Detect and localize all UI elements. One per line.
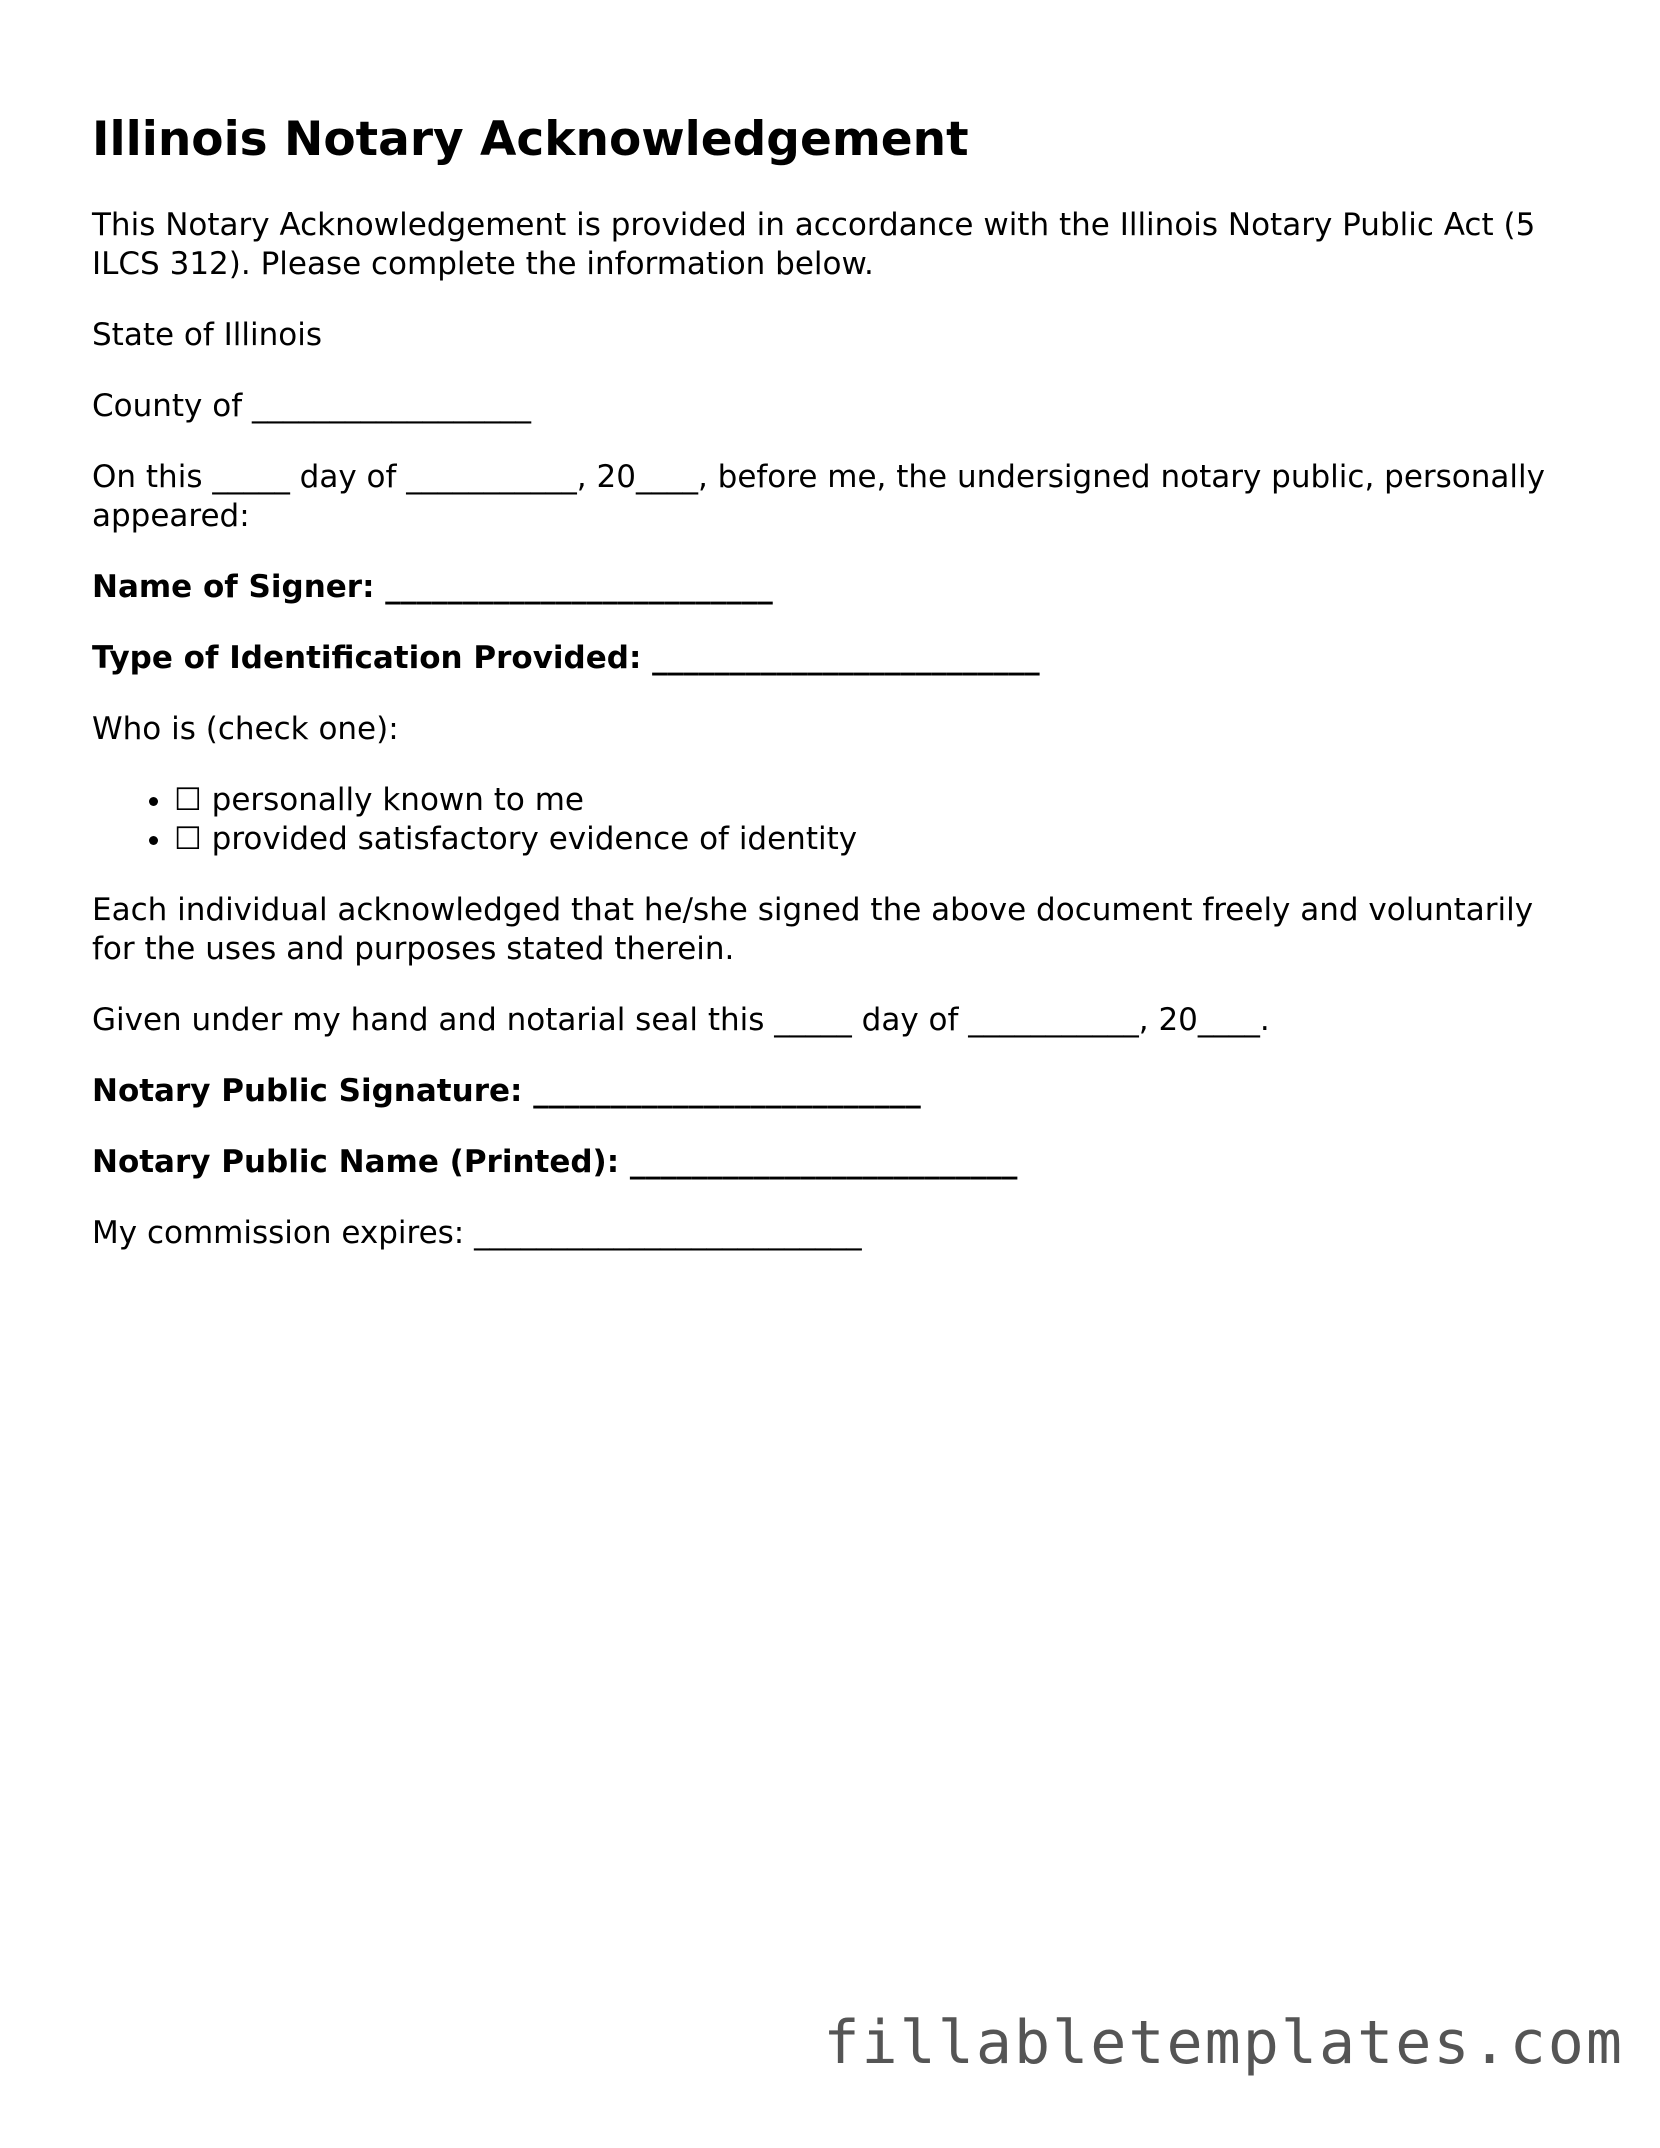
option-label: provided satisfactory evidence of identity [211, 821, 858, 857]
checkbox-personally-known[interactable]: ☐ [174, 782, 202, 818]
given-under-line: Given under my hand and notarial seal this _____ day of ___________, 20____. [92, 1002, 1270, 1038]
commission-expires-line: My commission expires: _________________________ [92, 1215, 862, 1251]
signer-name-line: Name of Signer: _________________________ [92, 569, 773, 605]
notary-signature-line: Notary Public Signature: _________________________ [92, 1073, 921, 1109]
acknowledgement-paragraph: Each individual acknowledged that he/she signed the above document freely and voluntarily for the uses and purposes stated therein. [92, 892, 1534, 967]
document-page [92, 112, 1572, 1285]
county-line: County of __________________ [92, 388, 531, 424]
notary-name-line: Notary Public Name (Printed): _________________________ [92, 1144, 1018, 1180]
identification-line: Type of Identification Provided: _________________________ [92, 640, 1040, 676]
identity-check-list [92, 781, 1572, 859]
option-label: personally known to me [211, 782, 585, 818]
document-title: Illinois Notary Acknowledgement [92, 112, 969, 167]
appearance-line: On this _____ day of ___________, 20____, before me, the undersigned notary public, personally appeared: [92, 459, 1545, 534]
state-line: State of Illinois [92, 317, 323, 353]
check-prompt: Who is (check one): [92, 711, 399, 747]
checkbox-satisfactory-evidence[interactable]: ☐ [174, 821, 202, 857]
intro-paragraph: This Notary Acknowledgement is provided in accordance with the Illinois Notary Public Act (5 ILCS 312). Please complete the information below. [92, 207, 1536, 282]
list-item [174, 820, 1572, 859]
watermark: fillabletemplates.com [823, 2008, 1624, 2078]
list-item [174, 781, 1572, 820]
